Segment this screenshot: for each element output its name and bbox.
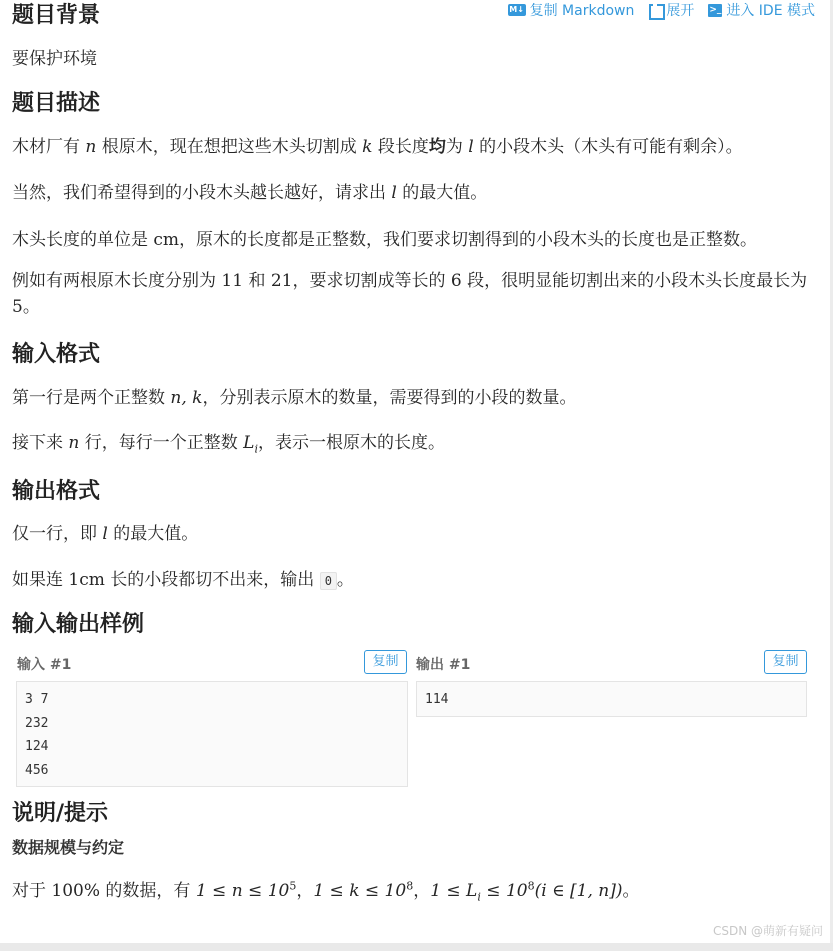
copy-markdown-button[interactable] bbox=[508, 0, 635, 20]
sample-input-label: 输入 #1 bbox=[17, 657, 72, 673]
description-paragraph-1: 木材厂有 n 根原木，现在想把这些木头切割成 k 段长度均为 l 的小段木头（木头有可能有剩余）。 bbox=[12, 137, 743, 157]
csdn-watermark: CSDN @萌新有疑问 bbox=[712, 924, 823, 938]
background-text: 要保护环境 bbox=[12, 49, 97, 69]
sample-input-line: 232 bbox=[25, 715, 49, 731]
sample-input-line: 124 bbox=[25, 739, 49, 754]
ide-mode-button[interactable] bbox=[708, 0, 815, 20]
input-format-heading: 输入格式 bbox=[12, 342, 101, 367]
description-heading: 题目描述 bbox=[12, 91, 101, 116]
background-heading: 题目背景 bbox=[12, 3, 101, 28]
expand-label: 展开 bbox=[666, 3, 695, 19]
sample-input-line: 456 bbox=[25, 762, 49, 778]
problem-toolbar bbox=[508, 0, 815, 20]
output-format-paragraph-1: 仅一行，即 l 的最大值。 bbox=[12, 524, 199, 544]
copy-input-button[interactable]: 复制 bbox=[364, 650, 407, 674]
description-paragraph-4: 例如有两根原木长度分别为 11 和 21，要求切割成等长的 6 段，很明显能切割出来的小段木头长度最长为 5。 bbox=[12, 271, 808, 317]
expand-button[interactable] bbox=[648, 0, 694, 20]
samples-heading: 输入输出样例 bbox=[12, 612, 145, 637]
inline-code-zero: 0 bbox=[320, 572, 337, 590]
sample-output-label: 输出 #1 bbox=[416, 657, 471, 673]
output-format-paragraph-2: 如果连 1cm 长的小段都切不出来，输出 0 。 bbox=[12, 570, 354, 590]
hint-heading: 说明/提示 bbox=[12, 801, 109, 826]
copy-markdown-label: 复制 Markdown bbox=[529, 3, 635, 19]
bottom-edge-bar bbox=[0, 943, 833, 951]
hint-subheading: 数据规模与约定 bbox=[12, 838, 125, 857]
expand-icon bbox=[648, 3, 662, 17]
input-format-paragraph-1: 第一行是两个正整数 n, k，分别表示原木的数量，需要得到的小段的数量。 bbox=[12, 388, 577, 408]
hint-paragraph: 对于 100% 的数据，有 $1 \le n \le 10^5$，$1 \le k \le 10^8$，$1 \le L_i \le 10^8(i$ ∈ [1, n])。 bbox=[12, 879, 640, 904]
markdown-icon: M↓ bbox=[509, 5, 524, 14]
copy-output-button[interactable]: 复制 bbox=[764, 650, 807, 674]
sample-output-line: 114 bbox=[425, 692, 449, 707]
ide-mode-label: 进入 IDE 模式 bbox=[726, 3, 815, 19]
input-format-paragraph-2: 接下来 n 行，每行一个正整数 $L_i$，表示一根原木的长度。 bbox=[12, 433, 445, 456]
ide-icon: >_ bbox=[709, 4, 722, 15]
sample-input-line: 3 7 bbox=[25, 692, 49, 707]
description-paragraph-2: 当然，我们希望得到的小段木头越长越好，请求出 l 的最大值。 bbox=[12, 183, 488, 203]
sample-input-box[interactable] bbox=[16, 681, 408, 787]
description-paragraph-3: 木头长度的单位是 cm，原木的长度都是正整数，我们要求切割得到的小段木头的长度也是正整数。 bbox=[12, 230, 758, 250]
output-format-heading: 输出格式 bbox=[12, 479, 101, 504]
sample-output-box[interactable] bbox=[416, 681, 807, 717]
